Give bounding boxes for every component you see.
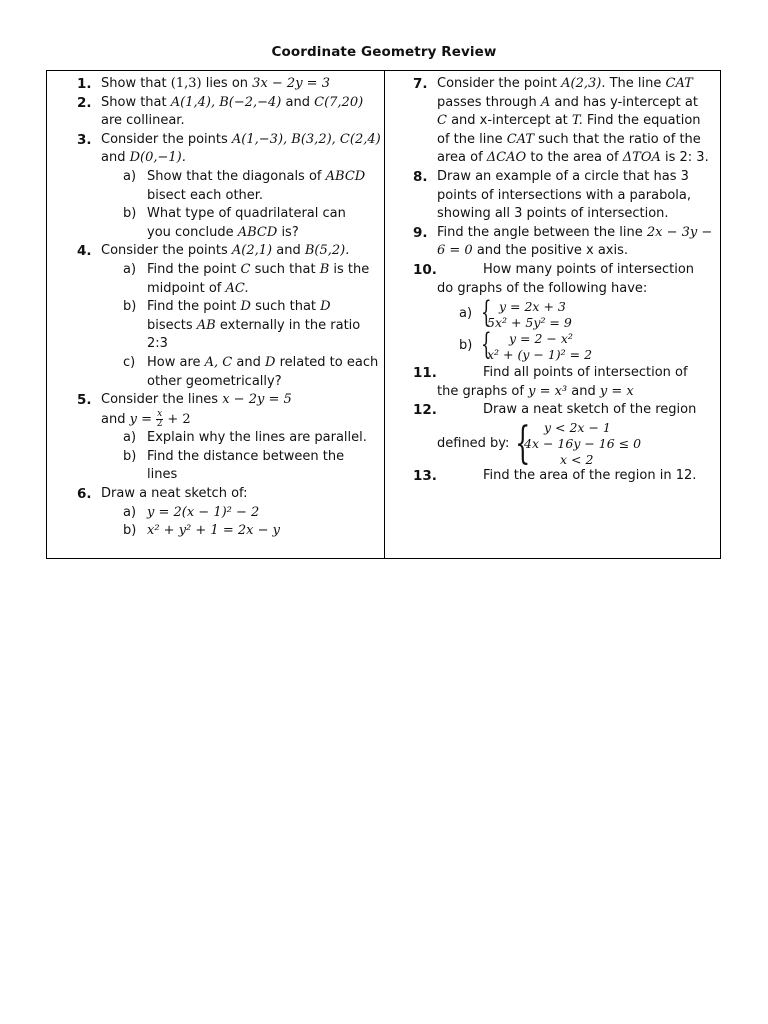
q10-system-a	[437, 295, 715, 331]
q11-line1: Find all points of intersection of	[483, 365, 688, 381]
q6b-equation: x² + y² + 1 = 2x − y	[147, 523, 280, 539]
q7-text5: and x-intercept at	[446, 113, 572, 129]
q3b-text2: you conclude	[147, 224, 238, 240]
q5-eq2b: + 2	[163, 411, 191, 427]
question-number: 7.	[413, 76, 428, 92]
part-label: a)	[123, 504, 137, 520]
q4-and: and	[272, 243, 305, 259]
question-4	[57, 242, 381, 261]
q4b-text3: bisects	[147, 317, 197, 333]
q7-text: Consider the point	[437, 76, 562, 91]
q7-t: T.	[571, 113, 583, 129]
q4c-d: D	[265, 354, 276, 370]
question-9	[393, 224, 715, 261]
q5a-text: Explain why the lines are parallel.	[147, 430, 367, 446]
q4a-text: Find the point	[147, 261, 241, 277]
q7-toa: ΔTOA	[622, 150, 661, 166]
q7-text8: such that the ratio of the	[534, 131, 701, 147]
q7-text7: of the line	[437, 131, 507, 147]
q12-defined-by: defined by:	[437, 435, 510, 451]
question-5	[57, 391, 381, 429]
q12-line1: Draw a neat sketch of the region	[483, 402, 697, 418]
q2-line2: are collinear.	[101, 113, 185, 129]
q4-point-a: A(2,1)	[231, 243, 273, 259]
q1-equation: 3x − 2y = 3	[252, 76, 330, 91]
q4a-text2: such that	[250, 261, 320, 277]
q11-eq1: y = x³	[528, 383, 568, 399]
q3a-text2: bisect each other.	[147, 187, 264, 203]
q4-text: Consider the points	[101, 243, 232, 259]
question-number: 3.	[77, 131, 92, 148]
q11-text: the graphs of	[437, 383, 529, 399]
brace-icon: {	[515, 417, 531, 469]
q10-line1: How many points of intersection	[483, 261, 695, 277]
question-number: 12.	[413, 402, 437, 419]
question-number: 6.	[77, 486, 92, 503]
part-label: b)	[123, 448, 137, 464]
q7-text2: The line	[605, 76, 666, 91]
q5-text: Consider the lines	[101, 392, 223, 408]
question-number: 13.	[413, 467, 437, 484]
q4a-c: C	[240, 261, 251, 277]
q4b-text4: externally in the ratio	[215, 317, 361, 333]
question-1	[57, 75, 381, 94]
q4b-text2: such that	[250, 299, 321, 315]
question-10	[393, 261, 715, 363]
page-title: Coordinate Geometry Review	[271, 44, 497, 60]
q9-eq1: 2x − 3y −	[646, 224, 713, 240]
q5b-text2: lines	[147, 467, 178, 483]
q3-part-b	[57, 205, 381, 242]
q3a-text: Show that the diagonals of	[147, 168, 326, 184]
part-label: c)	[123, 354, 136, 370]
q4-part-c	[57, 354, 381, 391]
q4a-text4: midpoint of	[147, 280, 226, 296]
q10b-eq2: x² + (y − 1)² = 2	[487, 347, 593, 363]
q3a-abcd: ABCD	[325, 168, 366, 184]
q9-text: Find the angle between the line	[437, 224, 647, 240]
q2-points: A(1,4), B(−2,−4)	[170, 94, 282, 110]
q5-eq2: y =	[129, 411, 157, 427]
q7-text6: Find the equation	[582, 113, 701, 129]
q3b-text: What type of quadrilateral can	[147, 206, 346, 222]
question-number: 9.	[413, 224, 428, 241]
q7-cat: CAT	[665, 76, 693, 91]
q10a-eq1: y = 2x + 3	[499, 299, 566, 315]
q4-point-b: B(5,2).	[304, 243, 350, 259]
q12-system	[437, 417, 715, 469]
q4b-d: D	[240, 299, 251, 315]
part-label: b)	[123, 299, 137, 315]
q12-ineq1: y < 2x − 1	[544, 419, 611, 435]
q5-frac-num: x	[157, 408, 163, 419]
part-label: a)	[123, 430, 137, 446]
q3-point-d: D(0,−1).	[129, 150, 186, 166]
question-2	[57, 94, 381, 131]
q10a-eq2: 5x² + 5y² = 9	[487, 315, 572, 331]
q11-eq2: y = x	[599, 383, 634, 399]
question-3	[57, 131, 381, 168]
q7-text4: and has y-intercept at	[550, 94, 698, 110]
q13-line1: Find the area of the region in 12.	[483, 467, 697, 483]
q4c-text4: other geometrically?	[147, 373, 282, 389]
question-number: 5.	[77, 392, 92, 409]
q8-line2: points of intersections with a parabola,	[437, 187, 691, 203]
q5-and: and	[101, 411, 130, 427]
column-divider	[384, 71, 385, 558]
part-label: a)	[123, 261, 137, 277]
q8-line3: showing all 3 points of intersection.	[437, 206, 669, 222]
q1-point: (1,3)	[170, 76, 202, 91]
part-label: b)	[123, 523, 137, 539]
q9-eq2: 6 = 0	[437, 243, 473, 259]
q10-system-b	[437, 327, 715, 363]
q4a-ac: AC.	[225, 280, 249, 296]
q8-line1: Draw an example of a circle that has 3	[437, 168, 689, 184]
brace-icon: {	[481, 327, 492, 363]
q1-text-mid: lies on	[201, 76, 253, 91]
q4-part-a	[57, 261, 381, 298]
q1-text: Show that	[101, 76, 171, 91]
q4b-text: Find the point	[147, 299, 241, 315]
q4b-ab: AB	[196, 317, 216, 333]
q4-part-b	[57, 298, 381, 354]
q7-text10: to the area of	[526, 150, 623, 166]
q7-point: A(2,3).	[561, 76, 606, 91]
q3b-abcd: ABCD	[237, 224, 278, 240]
q4a-b: B	[319, 261, 330, 277]
q2-text: Show that	[101, 94, 171, 110]
q4c-text: How are	[147, 354, 205, 370]
q2-point-c: C(7,20)	[314, 94, 364, 110]
q9-text2: and the positive x axis.	[472, 243, 629, 259]
q4c-text2: and	[232, 354, 265, 370]
part-label: b)	[123, 206, 137, 222]
questions-table	[46, 70, 721, 559]
q5-frac-den: 2	[156, 418, 163, 429]
brace-icon: {	[481, 295, 492, 331]
q3-and: and	[101, 150, 130, 166]
part-label: a)	[123, 168, 137, 184]
q7-c: C	[437, 113, 447, 129]
q11-and: and	[567, 383, 600, 399]
q10b-eq1: y = 2 − x²	[509, 331, 573, 347]
q3-points: A(1,−3), B(3,2), C(2,4)	[231, 131, 381, 147]
part-label: a)	[459, 306, 473, 322]
q3b-text3: is?	[277, 224, 299, 240]
q2-and: and	[281, 94, 315, 110]
question-number: 8.	[413, 168, 428, 185]
q3-text: Consider the points	[101, 131, 232, 147]
question-6	[57, 485, 381, 504]
q5-part-b	[57, 448, 381, 485]
left-column	[57, 75, 381, 541]
q4b-ratio: 2:3	[147, 336, 168, 352]
question-11	[393, 364, 715, 401]
q5-eq1: x − 2y = 5	[222, 392, 292, 408]
q7-ratio: is 2: 3.	[660, 150, 709, 166]
q6a-equation: y = 2(x − 1)² − 2	[147, 504, 260, 520]
q4a-text3: is the	[329, 261, 370, 277]
q7-text9: area of	[437, 150, 487, 166]
q6-part-a	[57, 504, 381, 523]
q6-text: Draw a neat sketch of:	[101, 486, 248, 502]
q7-cat2: CAT	[506, 131, 535, 147]
q10-line2: do graphs of the following have:	[437, 280, 648, 296]
question-number: 11.	[413, 365, 437, 382]
part-label: b)	[459, 338, 473, 354]
right-column	[393, 75, 715, 486]
q4c-text3: related to each	[275, 354, 379, 370]
q3-part-a	[57, 168, 381, 205]
q4b-d2: D	[320, 299, 331, 315]
q5-part-a	[57, 429, 381, 448]
q6-part-b	[57, 522, 381, 541]
q7-cao: ΔCAO	[486, 150, 527, 166]
q7-text3: passes through	[437, 94, 541, 110]
question-number: 10.	[413, 261, 437, 278]
q5b-text: Find the distance between the	[147, 448, 345, 464]
q7-a: A	[540, 94, 551, 110]
question-number: 2.	[77, 94, 92, 111]
question-8	[393, 168, 715, 224]
question-13	[393, 467, 715, 486]
q12-ineq3: x < 2	[560, 451, 594, 467]
question-12	[393, 401, 715, 467]
question-7	[393, 75, 715, 168]
question-number: 1.	[77, 76, 92, 92]
q12-ineq2: 4x − 16y − 16 ≤ 0	[524, 435, 642, 451]
q4c-ac: A, C	[204, 354, 233, 370]
question-number: 4.	[77, 243, 92, 260]
